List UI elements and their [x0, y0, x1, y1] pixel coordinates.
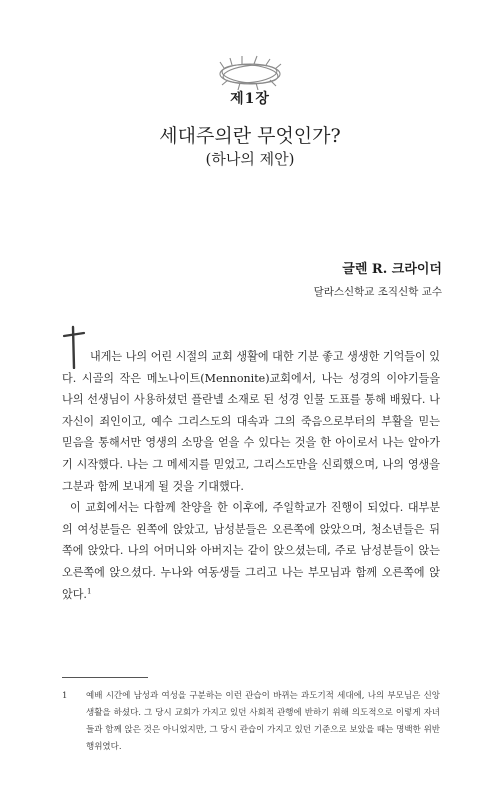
- author-affiliation: 달라스신학교 조직신학 교수: [313, 286, 442, 298]
- chapter-title: 세대주의란 무엇인가?: [159, 125, 341, 147]
- paragraph-2: [62, 497, 440, 605]
- chapter-subtitle: (하나의 제안): [205, 150, 295, 168]
- paragraph-1: 내게는 나의 어린 시절의 교회 생활에 대한 기분 좋고 생생한 기억들이 있다. 시골의 작은 메노나이트(Mennonite)교회에서, 나는 성경의 이야기들을 나의 선생님이 사용하셨던 플란넬 소재로 된 성경 인물 도표를 통해 배웠다. 나 자신이 죄인이고, 예수 그리스도의 대속과 그의 죽음으로부터의 부활을 믿는 믿음을 통해서만 영생의 소망을 얻을 수 있다는 것을 한 아이로서 나는 알아가기 시작했다. 나는 그 메세지를 믿었고, 그리스도만을 신뢰했으며, 나의 영생을 그분과 함께 보내게 될 것을 기대했다.: [62, 350, 440, 493]
- body-text: [62, 346, 440, 605]
- footnote-text: 예배 시간에 남성과 여성을 구분하는 이런 관습이 바뀌는 과도기적 세대에, 나의 부모님은 신앙생활을 하셨다. 그 당시 교회가 가지고 있던 사회적 관행에 반하기 위해 의도적으로 이렇게 자녀들과 함께 앉은 것은 아니었지만, 그 당시 관습이 가지고 있던 기준으로 보았을 때는 명백한 위반 행위였다.: [86, 691, 440, 752]
- paragraph-2-text: 이 교회에서는 다함께 찬양을 한 이후에, 주일학교가 진행이 되었다. 대부분의 여성분들은 왼쪽에 앉았고, 남성분들은 오른쪽에 앉았으며, 청소년들은 뒤쪽에 앉았다. 나의 어머니와 아버지는 같이 앉으셨는데, 주로 남성분들이 앉는 오른쪽에 앉으셨다. 누나와 여동생들 그리고 나는 부모님과 함께 오른쪽에 앉았다.: [62, 501, 440, 601]
- footnote-divider: [62, 677, 148, 678]
- footnote-number: 1: [62, 691, 68, 701]
- footnote-reference[interactable]: 1: [86, 586, 92, 595]
- author-name: 글렌 R. 크라이더: [342, 262, 442, 277]
- chapter-number: 제1장: [230, 91, 270, 107]
